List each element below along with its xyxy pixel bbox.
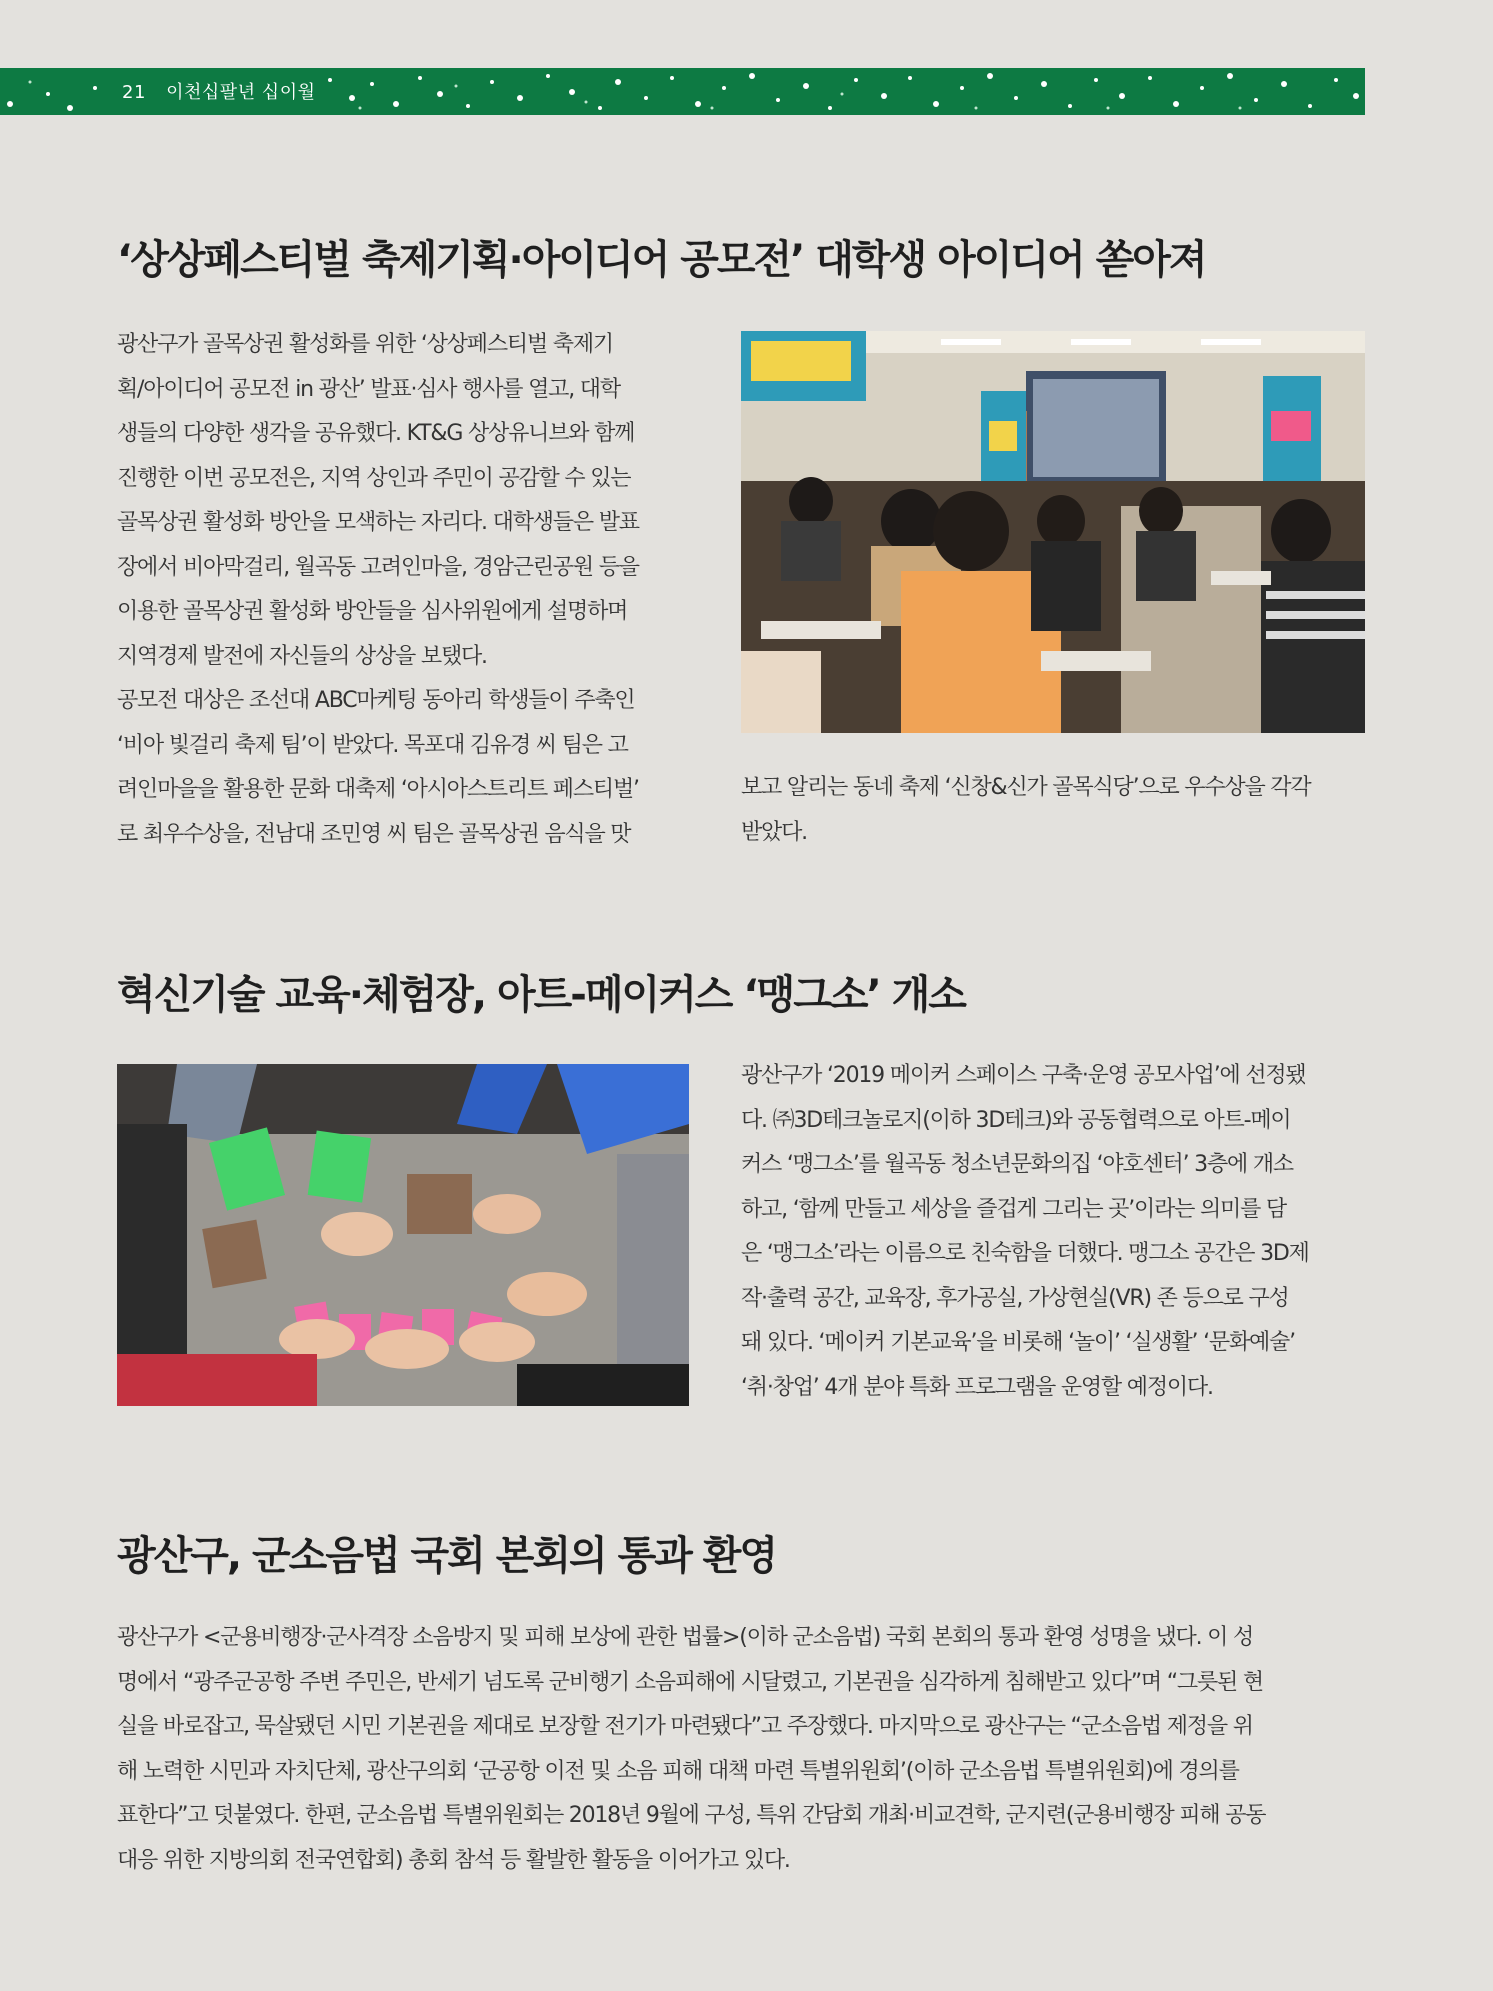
article-1-body-left	[117, 323, 691, 857]
text-line: 하고, ‘함께 만들고 세상을 즐겁게 그리는 곳’이라는 의미를 담	[741, 1196, 1286, 1222]
text-line: 이용한 골목상권 활성화 방안들을 심사위원에게 설명하며	[117, 599, 628, 624]
text-line: 명에서 “광주군공항 주변 주민은, 반세기 넘도록 군비행기 소음피해에 시달렸고, 기본권을 심각하게 침해받고 있다”며 “그릇된 현	[117, 1669, 1263, 1695]
text-line: 광산구가 골목상권 활성화를 위한 ‘상상페스티벌 축제기	[117, 332, 613, 357]
text-line: 커스 ‘맹그소’를 월곡동 청소년문화의집 ‘야호센터’ 3층에 개소	[741, 1152, 1293, 1177]
seminar-photo	[741, 331, 1365, 733]
text-line: 작·출력 공간, 교육장, 후가공실, 가상현실(VR) 존 등으로 구성	[741, 1285, 1289, 1311]
article-1-title: ‘상상페스티벌 축제기획·아이디어 공모전’ 대학생 아이디어 쏟아져	[117, 237, 1206, 283]
text-line: ‘비아 빛걸리 축제 팀’이 받았다. 목포대 김유경 씨 팀은 고	[117, 732, 628, 758]
text-line: 진행한 이번 공모전은, 지역 상인과 주민이 공감할 수 있는	[117, 465, 631, 491]
article-1-body-right	[741, 766, 1365, 855]
text-line: ‘취·창업’ 4개 분야 특화 프로그램을 운영할 예정이다.	[741, 1374, 1213, 1400]
article-2-title: 혁신기술 교육·체험장, 아트-메이커스 ‘맹그소’ 개소	[117, 972, 965, 1018]
running-header	[122, 78, 315, 104]
header-band	[0, 68, 1365, 115]
text-line: 표한다”고 덧붙였다. 한편, 군소음법 특별위원회는 2018년 9월에 구성, 특위 간담회 개최·비교견학, 군지련(군용비행장 피해 공동	[117, 1803, 1266, 1828]
text-line: 획/아이디어 공모전 in 광산’ 발표·심사 행사를 열고, 대학	[117, 376, 620, 402]
text-line: 공모전 대상은 조선대 ABC마케팅 동아리 학생들이 주축인	[117, 688, 635, 713]
letters-hands-photo	[117, 1064, 689, 1406]
page-number: 21	[122, 82, 146, 103]
text-line: 려인마을을 활용한 문화 대축제 ‘아시아스트리트 페스티벌’	[117, 777, 639, 802]
text-line: 다. ㈜3D테크놀로지(이하 3D테크)와 공동협력으로 아트-메이	[741, 1107, 1291, 1133]
text-line: 지역경제 발전에 자신들의 상상을 보탰다.	[117, 643, 487, 669]
text-line: 대응 위한 지방의회 전국연합회) 총회 참석 등 활발한 활동을 이어가고 있다.	[117, 1847, 790, 1873]
text-line: 실을 바로잡고, 묵살됐던 시민 기본권을 제대로 보장할 전기가 마련됐다”고 주장했다. 마지막으로 광산구는 “군소음법 제정을 위	[117, 1714, 1253, 1739]
text-line: 보고 알리는 동네 축제 ‘신창&신가 골목식당’으로 우수상을 각각	[741, 775, 1311, 800]
text-line: 광산구가 <군용비행장·군사격장 소음방지 및 피해 보상에 관한 법률>(이하 군소음법) 국회 본회의 통과 환영 성명을 냈다. 이 성	[117, 1625, 1254, 1650]
text-line: 생들의 다양한 생각을 공유했다. KT&G 상상유니브와 함께	[117, 421, 635, 446]
text-line: 돼 있다. ‘메이커 기본교육’을 비롯해 ‘놀이’ ‘실생활’ ‘문화예술’	[741, 1330, 1295, 1355]
text-line: 골목상권 활성화 방안을 모색하는 자리다. 대학생들은 발표	[117, 510, 639, 535]
text-line: 은 ‘맹그소’라는 이름으로 친숙함을 더했다. 맹그소 공간은 3D제	[741, 1241, 1309, 1266]
article-2-body	[741, 1054, 1365, 1410]
text-line: 장에서 비아막걸리, 월곡동 고려인마을, 경암근린공원 등을	[117, 554, 639, 580]
text-line: 광산구가 ‘2019 메이커 스페이스 구축·운영 공모사업’에 선정됐	[741, 1063, 1306, 1088]
article-3-title: 광산구, 군소음법 국회 본회의 통과 환영	[117, 1533, 777, 1579]
article-3-body	[117, 1616, 1365, 1883]
text-line: 받았다.	[741, 819, 807, 845]
text-line: 로 최우수상을, 전남대 조민영 씨 팀은 골목상권 음식을 맛	[117, 821, 631, 847]
text-line: 해 노력한 시민과 자치단체, 광산구의회 ‘군공항 이전 및 소음 피해 대책 마련 특별위원회’(이하 군소음법 특별위원회)에 경의를	[117, 1758, 1239, 1784]
issue-date: 이천십팔년 십이월	[166, 82, 316, 103]
